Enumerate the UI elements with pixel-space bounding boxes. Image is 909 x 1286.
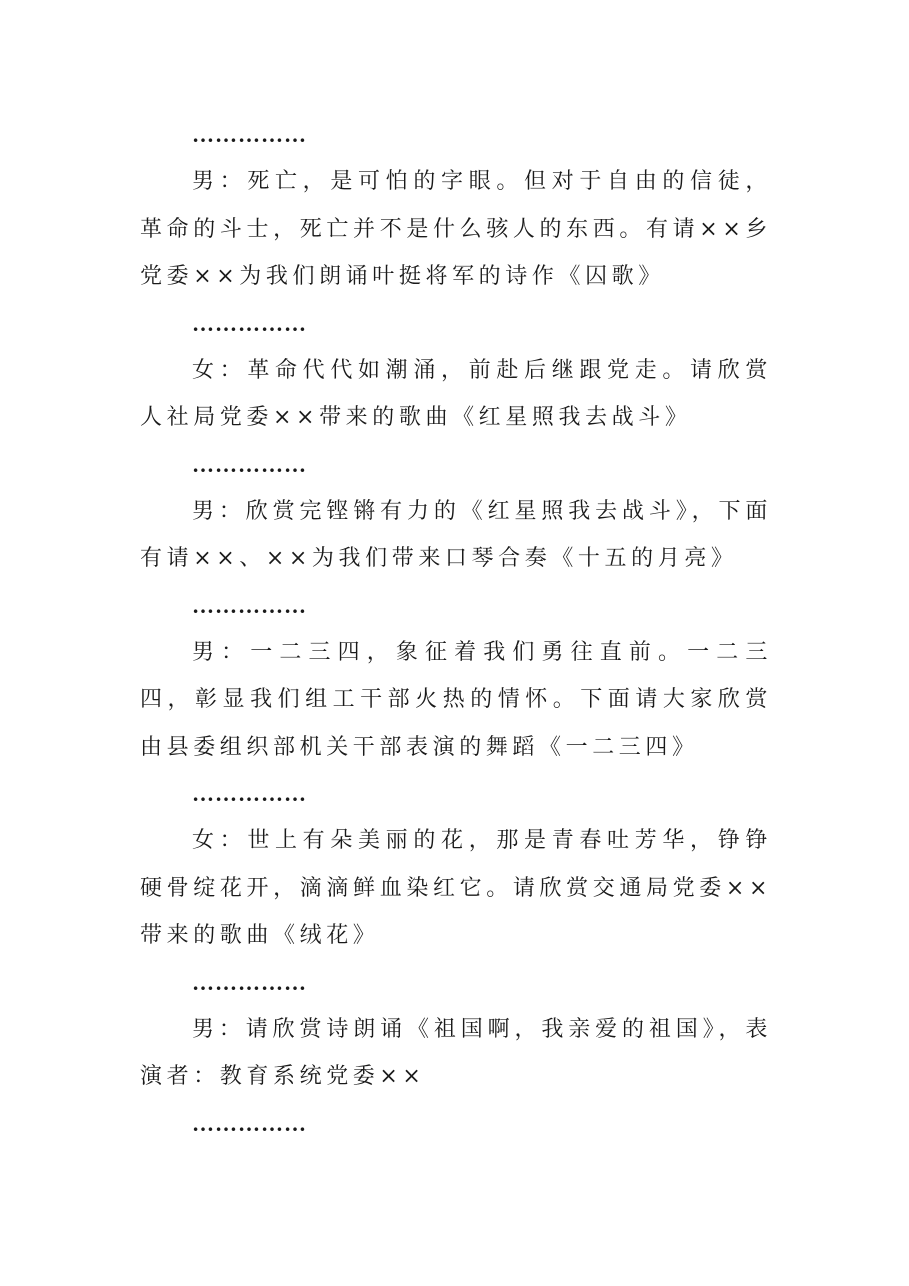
ellipsis-separator: …………… bbox=[192, 1110, 307, 1136]
ellipsis-separator: …………… bbox=[192, 969, 307, 995]
ellipsis-separator: …………… bbox=[192, 781, 307, 806]
paragraph-female-ronghua: 女：世上有朵美丽的花，那是青春吐芳华，铮铮硬骨绽花开，滴滴鲜血染红它。请欣赏交通局党委××带来的歌曲《绒花》 bbox=[140, 828, 772, 948]
paragraph-male-poem: 男：请欣赏诗朗诵《祖国啊，我亲爱的祖国》，表演者：教育系统党委×× bbox=[140, 1016, 772, 1089]
paragraph-female-hongxing: 女：革命代代如潮涌，前赴后继跟党走。请欣赏人社局党委××带来的歌曲《红星照我去战斗》 bbox=[140, 357, 772, 430]
document-body bbox=[140, 112, 772, 1147]
ellipsis-separator: …………… bbox=[192, 310, 307, 336]
paragraph-male-harmonica: 男：欣赏完铿锵有力的《红星照我去战斗》，下面有请××、××为我们带来口琴合奏《十五的月亮》 bbox=[140, 498, 772, 571]
ellipsis-separator: …………… bbox=[192, 592, 307, 618]
ellipsis-separator: …………… bbox=[192, 451, 307, 477]
paragraph-male-dance: 男：一二三四，象征着我们勇往直前。一二三四，彰显我们组工干部火热的情怀。下面请大家欣赏由县委组织部机关干部表演的舞蹈《一二三四》 bbox=[140, 639, 772, 760]
ellipsis-separator: …………… bbox=[192, 122, 307, 147]
paragraph-male-qiuge: 男：死亡，是可怕的字眼。但对于自由的信徒，革命的斗士，死亡并不是什么骇人的东西。有请××乡党委××为我们朗诵叶挺将军的诗作《囚歌》 bbox=[140, 169, 772, 289]
